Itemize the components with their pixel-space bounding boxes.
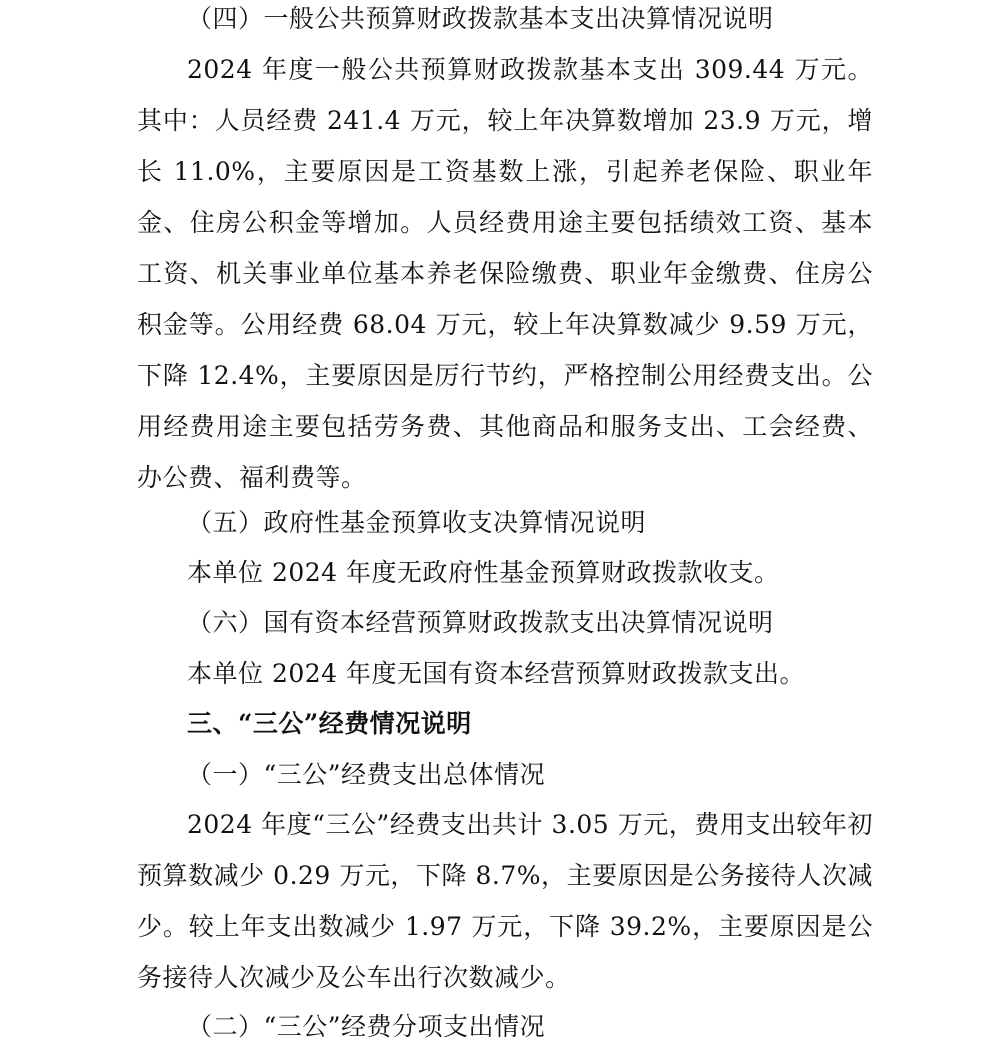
section-heading-basic-expenditure: （四）一般公共预算财政拨款基本支出决算情况说明: [187, 4, 774, 33]
paragraph-basic-expenditure: 2024 年度一般公共预算财政拨款基本支出 309.44 万元。其中：人员经费 241.4 万元，较上年决算数增加 23.9 万元，增长 11.0%，主要原因是工资基数上涨，引起养老保险、职业年金、住房公积金等增加。人员经费用途主要包括绩效工资、基本工资、机关事业单位基本养老保险缴费、职业年金缴费、住房公积金等。公用经费 68.04 万元，较上年决算数减少 9.59 万元，下降 12.4%，主要原因是厉行节约，严格控制公用经费支出。公用经费用途主要包括劳务费、其他商品和服务支出、工会经费、办公费、福利费等。: [137, 55, 873, 492]
section-heading-state-capital: （六）国有资本经营预算财政拨款支出决算情况说明: [187, 608, 774, 637]
paragraph-overall-expenses: 2024 年度“三公”经费支出共计 3.05 万元，费用支出较年初预算数减少 0.29 万元，下降 8.7%，主要原因是公务接待人次减少。较上年支出数减少 1.97 万元，下降 39.2%，主要原因是公务接待人次减少及公车出行次数减少。: [137, 810, 873, 992]
part-heading-three-public-expenses: 三、“三公”经费情况说明: [187, 709, 472, 738]
paragraph-state-capital: 本单位 2024 年度无国有资本经营预算财政拨款支出。: [187, 659, 806, 688]
subheading-itemized-expenses: （二）“三公”经费分项支出情况: [187, 1012, 546, 1041]
subheading-overall-expenses: （一）“三公”经费支出总体情况: [187, 760, 546, 789]
section-heading-government-fund: （五）政府性基金预算收支决算情况说明: [187, 508, 647, 537]
paragraph-government-fund: 本单位 2024 年度无政府性基金预算财政拨款收支。: [187, 558, 780, 587]
